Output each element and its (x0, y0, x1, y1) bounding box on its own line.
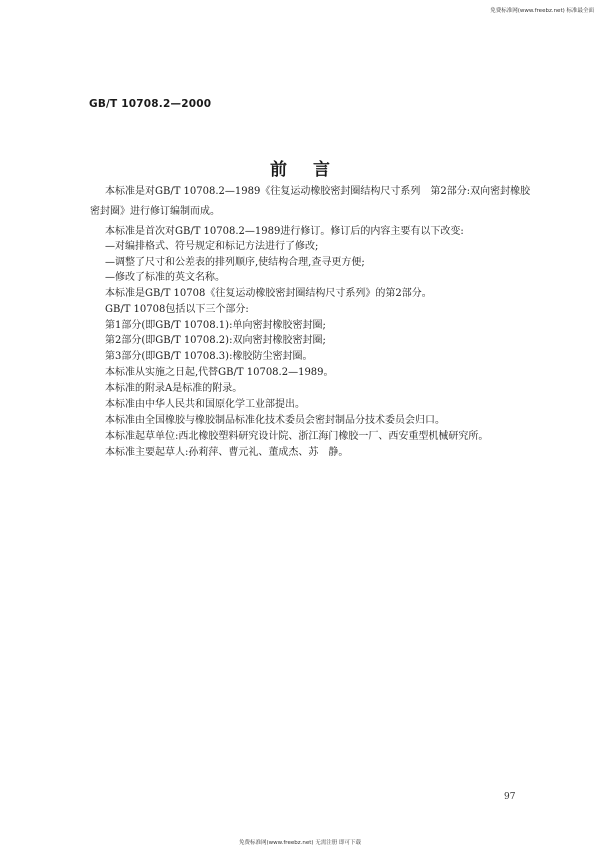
body-line: —对编排格式、符号规定和标记方法进行了修改; (105, 241, 319, 252)
body-line: GB/T 10708包括以下三个部分: (105, 304, 249, 315)
body-line: —修改了标准的英文名称。 (105, 272, 225, 283)
body-line: 本标准起草单位:西北橡胶塑料研究设计院、浙江海门橡胶一厂、西安重型机械研究所。 (105, 431, 489, 442)
body-line: 本标准是首次对GB/T 10708.2—1989进行修订。修订后的内容主要有以下改变: (105, 226, 464, 237)
body-line: —调整了尺寸和公差表的排列顺序,使结构合理,查寻更方便; (105, 257, 365, 268)
watermark-top: 免费标准网(www.freebz.net) 标准最全面 (490, 8, 594, 14)
body-line: 本标准主要起草人:孙莉萍、曹元礼、董成杰、苏 静。 (105, 447, 349, 458)
body-line: 本标准由中华人民共和国原化学工业部提出。 (105, 399, 305, 410)
body-line: 本标准的附录A是标准的附录。 (105, 383, 243, 394)
body-line: 第1部分(即GB/T 10708.1):单向密封橡胶密封圈; (105, 320, 326, 331)
body-line: 本标准从实施之日起,代替GB/T 10708.2—1989。 (105, 367, 334, 378)
body-line: 密封圈》进行修订编制而成。 (90, 206, 220, 217)
body-line: 第3部分(即GB/T 10708.3):橡胶防尘密封圈。 (105, 351, 313, 362)
standard-code: GB/T 10708.2—2000 (89, 98, 212, 110)
body-line: 本标准由全国橡胶与橡胶制品标准化技术委员会密封制品分技术委员会归口。 (105, 415, 445, 426)
watermark-bottom: 免费标准网(www.freebz.net) 无需注册 即可下载 (238, 840, 362, 846)
body-line: 本标准是对GB/T 10708.2—1989《往复运动橡胶密封圈结构尺寸系列 第2部分:双向密封橡胶 (105, 186, 531, 197)
page-title: 前言 (270, 160, 356, 180)
body-line: 本标准是GB/T 10708《往复运动橡胶密封圈结构尺寸系列》的第2部分。 (105, 288, 432, 299)
page-number: 97 (504, 792, 516, 802)
body-line: 第2部分(即GB/T 10708.2):双向密封橡胶密封圈; (105, 335, 326, 346)
